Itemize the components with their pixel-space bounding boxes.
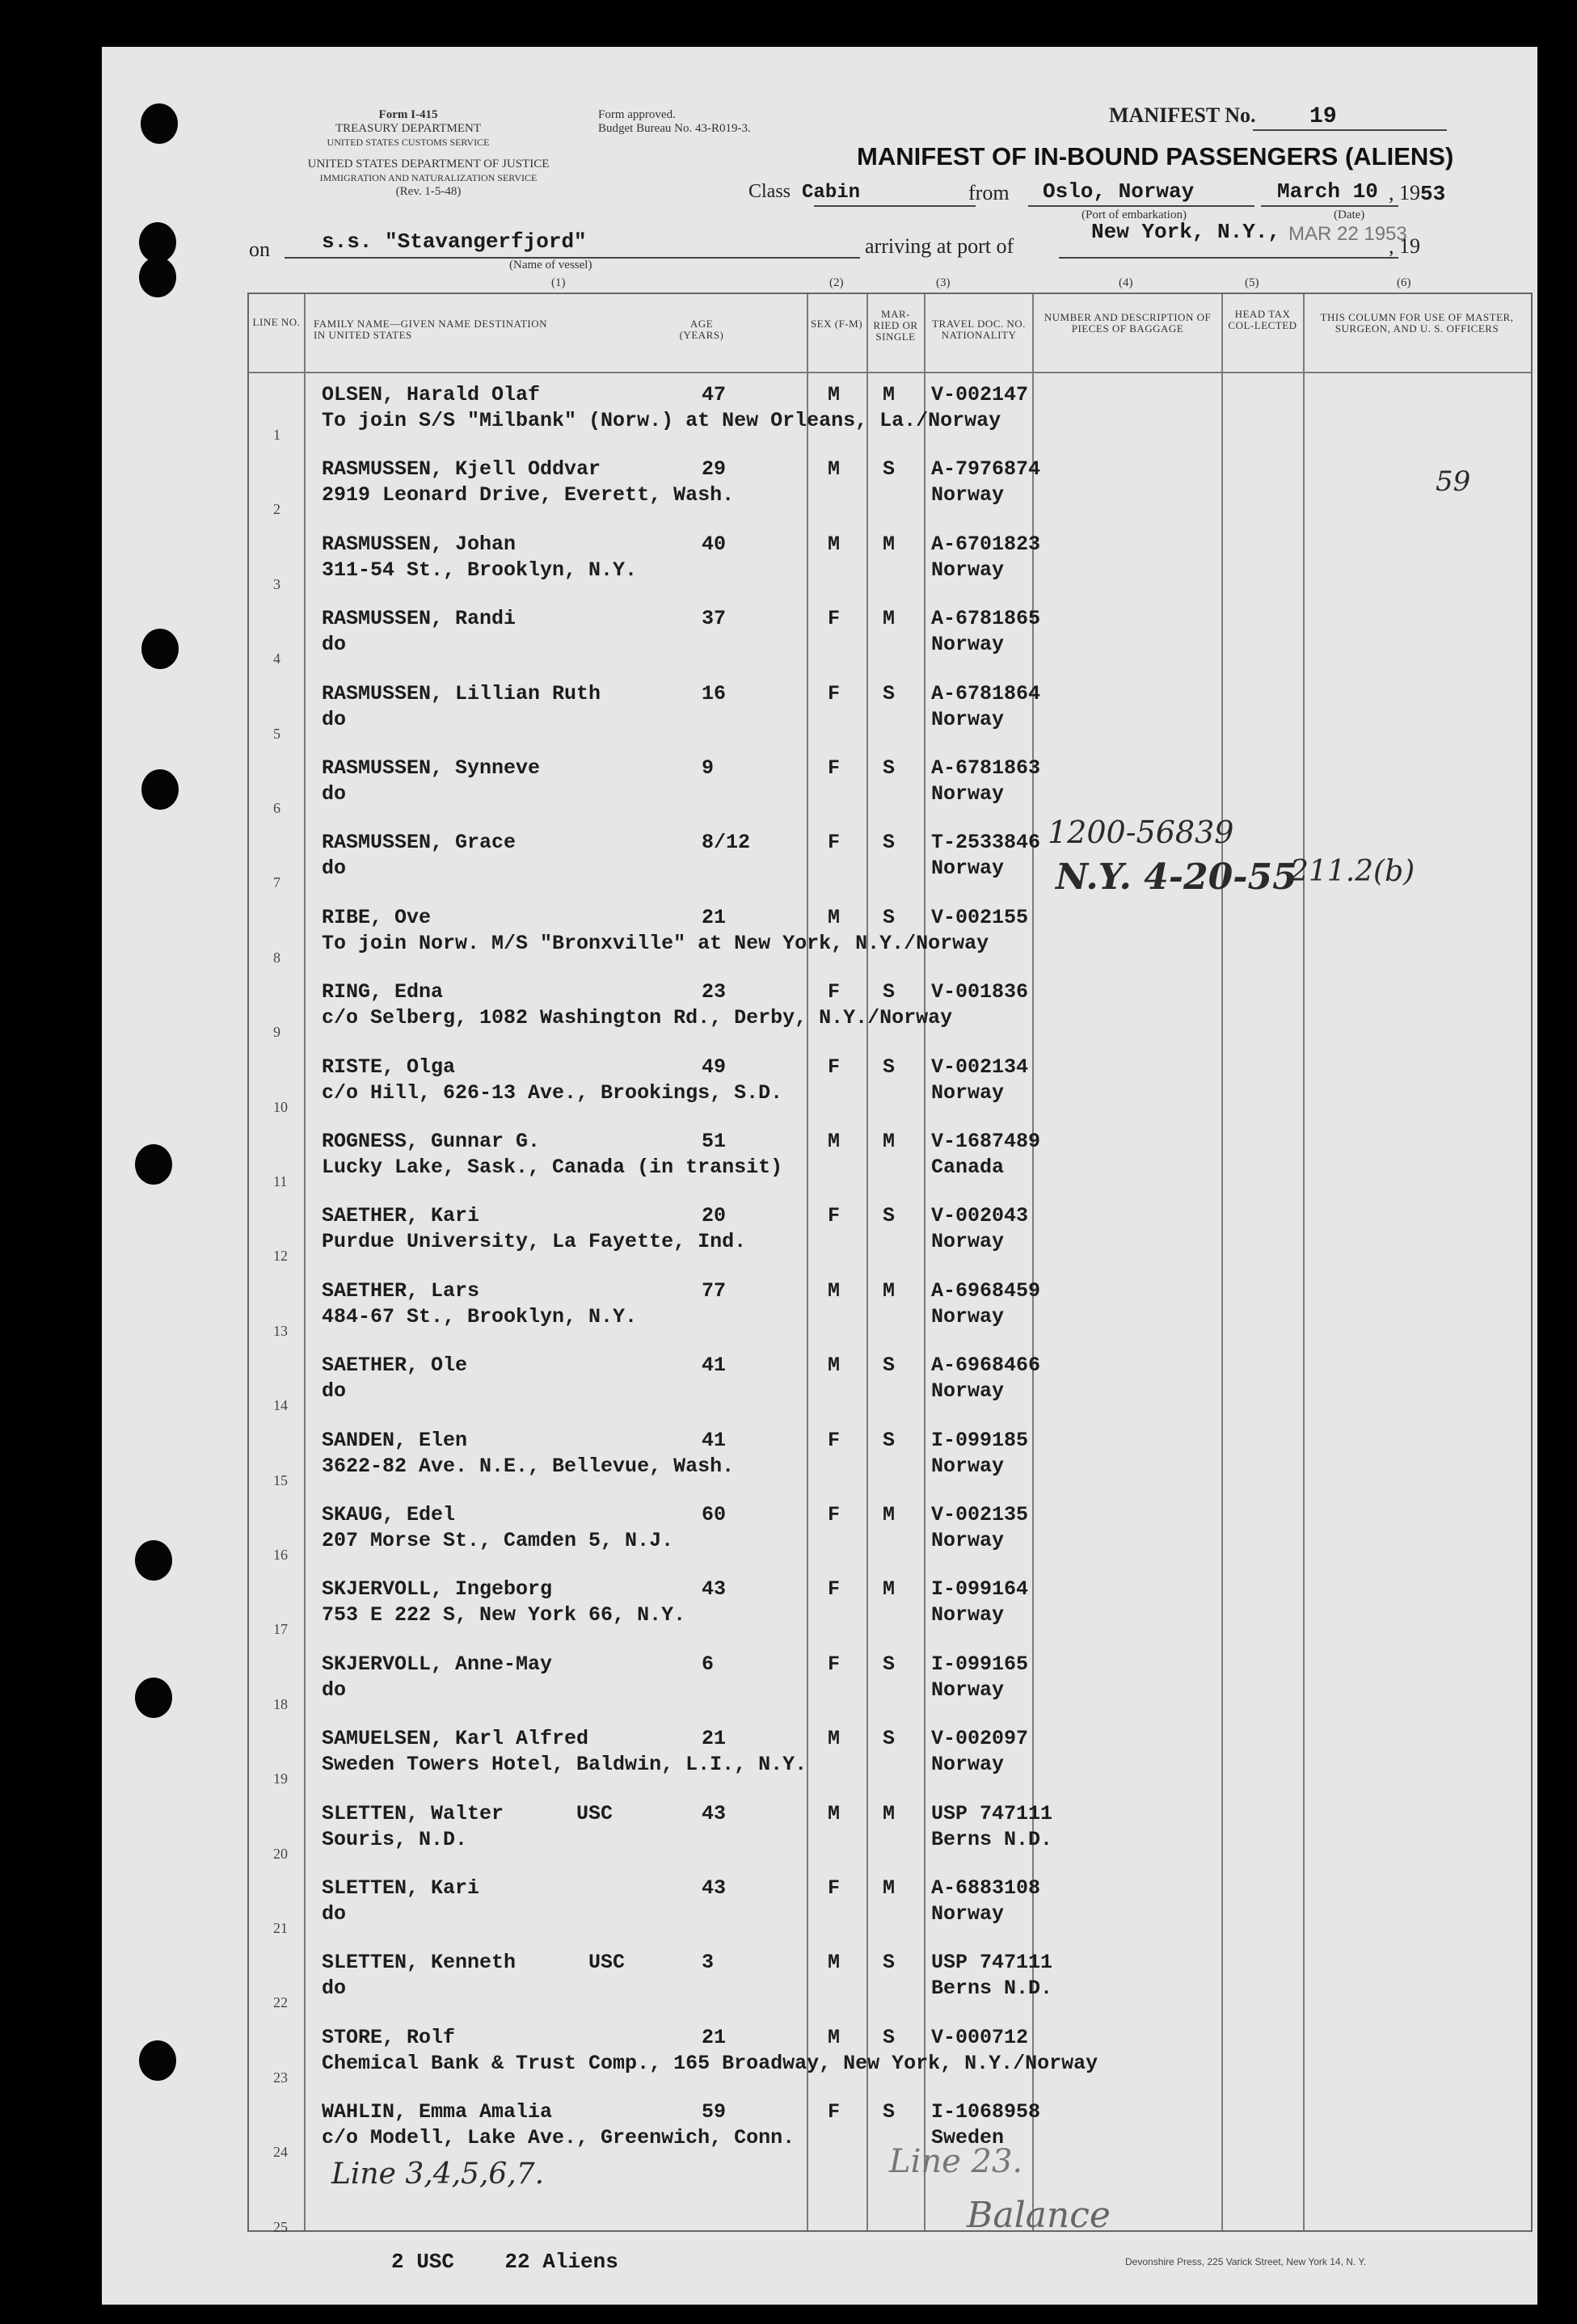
punch-hole — [141, 629, 179, 669]
travel-doc: V-002135 — [931, 1503, 1029, 1526]
punch-hole — [135, 1144, 172, 1185]
treasury-dept: TREASURY DEPARTMENT — [335, 122, 482, 135]
line-number: 8 — [273, 949, 280, 966]
handwritten-balance: Balance — [967, 2195, 1111, 2236]
handwritten-code: 211.2(b) — [1290, 855, 1415, 888]
marital-status: M — [883, 1278, 896, 1303]
nationality: Norway — [931, 558, 1005, 582]
travel-doc: USP 747111 — [931, 1801, 1053, 1825]
line-number: 14 — [273, 1397, 288, 1414]
marital-status: M — [883, 1577, 896, 1602]
marital-status: M — [883, 1801, 896, 1825]
passenger-name: SKAUG, Edel — [322, 1503, 456, 1526]
age: 41 — [702, 1428, 727, 1452]
handwritten-file-number: 1200-56839 — [1048, 815, 1234, 850]
age: 9 — [702, 756, 715, 780]
marital-status: S — [883, 1951, 896, 1975]
table-row — [249, 599, 1531, 673]
sex: M — [828, 1354, 841, 1378]
line-number: 6 — [273, 800, 280, 816]
table-row — [249, 1196, 1531, 1270]
destination: c/o Selberg, 1082 Washington Rd., Derby, N.Y./Norway — [322, 1006, 953, 1030]
marital-status: S — [883, 756, 896, 780]
nationality: Norway — [931, 1678, 1005, 1702]
passenger-name: RASMUSSEN, Lillian Ruth — [322, 681, 601, 705]
col-baggage: NUMBER AND DESCRIPTION OF PIECES OF BAGGAGE — [1044, 311, 1212, 335]
destination: do — [322, 782, 347, 806]
age: 21 — [702, 2025, 727, 2049]
sex: F — [828, 1204, 841, 1228]
passenger-name: SAMUELSEN, Karl Alfred — [322, 1727, 589, 1751]
travel-doc: T-2533846 — [931, 831, 1041, 855]
destination: Lucky Lake, Sask., Canada (in transit) — [322, 1156, 783, 1179]
line-number: 12 — [273, 1248, 288, 1265]
handwritten-lines-note: Line 3,4,5,6,7. — [331, 2158, 545, 2191]
line-number: 11 — [273, 1173, 288, 1189]
age: 49 — [702, 1055, 727, 1079]
sex: M — [828, 1951, 841, 1975]
port-of-embarkation: Oslo, Norway — [1043, 179, 1195, 204]
passenger-name: SANDEN, Elen — [322, 1428, 468, 1452]
table-row — [249, 1345, 1531, 1420]
age: 37 — [702, 607, 727, 631]
col-head-tax: HEAD TAX COL-LECTED — [1228, 308, 1297, 331]
passenger-name: RING, Edna — [322, 980, 444, 1004]
destination: 484-67 St., Brooklyn, N.Y. — [322, 1304, 638, 1328]
marital-status: S — [883, 457, 896, 482]
arrival-port: New York, N.Y., — [1091, 220, 1281, 244]
sex: F — [828, 1055, 841, 1079]
table-row — [249, 674, 1531, 748]
port-caption: (Port of embarkation) — [1082, 208, 1187, 221]
marital-status: S — [883, 831, 896, 855]
totals: 2 USC 22 Aliens — [391, 2250, 618, 2274]
form-approved: Form approved. — [598, 108, 676, 121]
nationality: Norway — [931, 633, 1005, 657]
year-prefix: , 19 — [1389, 181, 1420, 204]
age: 77 — [702, 1278, 727, 1303]
sex: F — [828, 756, 841, 780]
destination: Sweden Towers Hotel, Baldwin, L.I., N.Y. — [322, 1753, 807, 1777]
travel-doc: A-6781865 — [931, 607, 1041, 631]
age: 16 — [702, 681, 727, 705]
travel-doc: V-002097 — [931, 1727, 1029, 1751]
destination: Purdue University, La Fayette, Ind. — [322, 1230, 747, 1254]
departure-date: March 10 — [1277, 179, 1378, 204]
customs-service: UNITED STATES CUSTOMS SERVICE — [327, 137, 490, 148]
sex: F — [828, 1503, 841, 1526]
age: 21 — [702, 1727, 727, 1751]
age: 3 — [702, 1951, 715, 1975]
marital-status: M — [883, 1130, 896, 1153]
marital-status: S — [883, 2025, 896, 2049]
nationality: Berns N.D. — [931, 1827, 1053, 1851]
budget-bureau: Budget Bureau No. 43-R019-3. — [598, 122, 751, 135]
table-row — [249, 1421, 1531, 1495]
travel-doc: USP 747111 — [931, 1951, 1053, 1975]
passenger-table — [247, 293, 1533, 2235]
nationality: Norway — [931, 1379, 1005, 1404]
col-num-1: (1) — [551, 276, 566, 289]
passenger-name: SLETTEN, Kenneth USC — [322, 1951, 626, 1975]
table-row — [249, 524, 1531, 599]
nationality: Norway — [931, 1902, 1005, 1926]
age: 43 — [702, 1876, 727, 1900]
destination: 3622-82 Ave. N.E., Bellevue, Wash. — [322, 1454, 735, 1478]
sex: F — [828, 681, 841, 705]
nationality: Norway — [931, 1529, 1005, 1552]
sex: M — [828, 457, 841, 482]
passenger-name: RASMUSSEN, Randi — [322, 607, 517, 631]
manifest-label: MANIFEST No. — [1109, 103, 1256, 127]
line-number: 22 — [273, 1994, 288, 2011]
nationality: Norway — [931, 707, 1005, 731]
revision: (Rev. 1-5-48) — [395, 185, 462, 198]
line-number: 1 — [273, 427, 280, 443]
punch-hole — [141, 769, 179, 810]
table-row — [249, 1122, 1531, 1196]
on-label: on — [249, 238, 270, 261]
manifest-title: MANIFEST OF IN-BOUND PASSENGERS (ALIENS) — [857, 142, 1454, 171]
travel-doc: V-002155 — [931, 905, 1029, 929]
destination: do — [322, 1977, 347, 2001]
age: 21 — [702, 905, 727, 929]
age: 8/12 — [702, 831, 751, 855]
punch-hole — [135, 1540, 172, 1581]
passenger-name: RASMUSSEN, Kjell Oddvar — [322, 457, 601, 482]
travel-doc: A-7976874 — [931, 457, 1041, 482]
travel-doc: A-6781864 — [931, 681, 1041, 705]
table-row — [249, 1943, 1531, 2017]
table-row — [249, 449, 1531, 524]
line-number: 13 — [273, 1322, 288, 1339]
destination: To join Norw. M/S "Bronxville" at New York, N.Y./Norway — [322, 931, 989, 955]
travel-doc: V-000712 — [931, 2025, 1029, 2049]
sex: M — [828, 905, 841, 929]
marital-status: M — [883, 532, 896, 556]
line-number: 18 — [273, 1695, 288, 1712]
line-number: 4 — [273, 650, 280, 667]
nationality: Berns N.D. — [931, 1977, 1053, 2001]
line-number: 7 — [273, 874, 280, 891]
table-row — [249, 2018, 1531, 2092]
table-row — [249, 972, 1531, 1046]
passenger-name: RASMUSSEN, Synneve — [322, 756, 541, 780]
punch-hole — [141, 103, 178, 144]
col-sex: SEX (F-M) — [810, 318, 863, 330]
table-row — [249, 898, 1531, 972]
age: 41 — [702, 1354, 727, 1378]
passenger-name: SAETHER, Ole — [322, 1354, 468, 1378]
destination: c/o Hill, 626-13 Ave., Brookings, S.D. — [322, 1080, 783, 1105]
destination: do — [322, 707, 347, 731]
travel-doc: A-6968466 — [931, 1354, 1041, 1378]
age: 43 — [702, 1577, 727, 1602]
destination: Souris, N.D. — [322, 1827, 468, 1851]
destination: do — [322, 1678, 347, 1702]
age: 51 — [702, 1130, 727, 1153]
punch-hole — [139, 2040, 176, 2081]
destination: do — [322, 857, 347, 881]
sex: M — [828, 532, 841, 556]
destination: do — [322, 633, 347, 657]
nationality: Canada — [931, 1156, 1005, 1179]
table-row — [249, 1719, 1531, 1793]
marital-status: S — [883, 980, 896, 1004]
travel-doc: A-6883108 — [931, 1876, 1041, 1900]
table-row — [249, 1644, 1531, 1719]
age: 59 — [702, 2100, 727, 2124]
nationality: Norway — [931, 782, 1005, 806]
travel-doc: A-6701823 — [931, 532, 1041, 556]
arrival-year: , 19 — [1389, 234, 1420, 258]
travel-doc: V-1687489 — [931, 1130, 1041, 1153]
travel-doc: A-6968459 — [931, 1278, 1041, 1303]
line-number: 15 — [273, 1471, 288, 1488]
col-name: FAMILY NAME—GIVEN NAME DESTINATION IN UNITED STATES — [314, 318, 548, 341]
sex: F — [828, 2100, 841, 2124]
class-value: Cabin — [802, 182, 861, 204]
destination: 207 Morse St., Camden 5, N.J. — [322, 1529, 674, 1552]
arrival-date-stamp: MAR 22 1953 — [1288, 223, 1407, 245]
sex: F — [828, 1577, 841, 1602]
nationality: Norway — [931, 857, 1005, 881]
vessel-caption: (Name of vessel) — [509, 259, 592, 272]
passenger-name: RIBE, Ove — [322, 905, 432, 929]
year-value: 53 — [1420, 182, 1446, 206]
age: 29 — [702, 457, 727, 482]
age: 20 — [702, 1204, 727, 1228]
age: 60 — [702, 1503, 727, 1526]
marital-status: S — [883, 1354, 896, 1378]
travel-doc: A-6781863 — [931, 756, 1041, 780]
sex: F — [828, 1428, 841, 1452]
line-number: 2 — [273, 501, 280, 518]
passenger-name: SKJERVOLL, Ingeborg — [322, 1577, 553, 1602]
table-row — [249, 1495, 1531, 1569]
passenger-name: SKJERVOLL, Anne-May — [322, 1652, 553, 1676]
sex: M — [828, 1801, 841, 1825]
destination: 753 E 222 S, New York 66, N.Y. — [322, 1603, 686, 1627]
table-row — [249, 375, 1531, 449]
age: 47 — [702, 383, 727, 406]
marital-status: S — [883, 681, 896, 705]
line-number: 5 — [273, 725, 280, 742]
line-number: 25 — [273, 2218, 288, 2235]
marital-status: S — [883, 1204, 896, 1228]
destination: To join S/S "Milbank" (Norw.) at New Orleans, La./Norway — [322, 409, 1001, 432]
date-caption: (Date) — [1334, 208, 1365, 221]
line-number: 23 — [273, 2069, 288, 2086]
age: 43 — [702, 1801, 727, 1825]
travel-doc: I-099165 — [931, 1652, 1029, 1676]
vessel-name: s.s. "Stavangerfjord" — [322, 229, 587, 254]
manifest-number: 19 — [1309, 104, 1337, 129]
col-age: AGE (YEARS) — [679, 318, 724, 341]
age: 6 — [702, 1652, 715, 1676]
line-number: 17 — [273, 1621, 288, 1638]
punch-hole — [139, 257, 176, 297]
passenger-name: SLETTEN, Kari — [322, 1876, 480, 1900]
nationality: Norway — [931, 1304, 1005, 1328]
line-number: 20 — [273, 1845, 288, 1862]
justice-dept: UNITED STATES DEPARTMENT OF JUSTICE — [307, 158, 550, 171]
age: 40 — [702, 532, 727, 556]
passenger-name: RISTE, Olga — [322, 1055, 456, 1079]
sex: M — [828, 1278, 841, 1303]
printer-credit: Devonshire Press, 225 Varick Street, New York 14, N. Y. — [1125, 2256, 1367, 2267]
handwritten-date: N.Y. 4-20-55 — [1056, 857, 1297, 898]
table-row — [249, 1794, 1531, 1868]
line-number: 9 — [273, 1024, 280, 1041]
sex: F — [828, 1876, 841, 1900]
passenger-name: RASMUSSEN, Johan — [322, 532, 517, 556]
marital-status: M — [883, 1503, 896, 1526]
nationality: Norway — [931, 1080, 1005, 1105]
travel-doc: V-001836 — [931, 980, 1029, 1004]
passenger-name: STORE, Rolf — [322, 2025, 456, 2049]
destination: 2919 Leonard Drive, Everett, Wash. — [322, 483, 735, 507]
col-married: MAR-RIED OR SINGLE — [873, 308, 918, 343]
destination: 311-54 St., Brooklyn, N.Y. — [322, 558, 638, 582]
arriving-label: arriving at port of — [865, 234, 1014, 258]
destination: do — [322, 1902, 347, 1926]
age: 23 — [702, 980, 727, 1004]
nationality: Norway — [931, 1230, 1005, 1254]
nationality: Norway — [931, 483, 1005, 507]
punch-hole — [135, 1678, 172, 1718]
table-row — [249, 1868, 1531, 1943]
marital-status: S — [883, 905, 896, 929]
class-label: Class — [748, 181, 791, 202]
travel-doc: I-1068958 — [931, 2100, 1041, 2124]
passenger-name: RASMUSSEN, Grace — [322, 831, 517, 855]
table-row — [249, 1271, 1531, 1345]
sex: F — [828, 607, 841, 631]
sex: F — [828, 1652, 841, 1676]
form-number: Form I-415 — [378, 108, 438, 121]
handwritten-line23-note: Line 23. — [889, 2143, 1023, 2180]
col-travel-doc: TRAVEL DOC. NO. NATIONALITY — [932, 318, 1026, 341]
travel-doc: I-099164 — [931, 1577, 1029, 1602]
destination: do — [322, 1379, 347, 1404]
line-number: 19 — [273, 1770, 288, 1787]
col-line: LINE NO. — [252, 316, 301, 328]
nationality: Sweden — [931, 2126, 1005, 2150]
sex: M — [828, 2025, 841, 2049]
destination: c/o Modell, Lake Ave., Greenwich, Conn. — [322, 2126, 795, 2150]
table-row — [249, 1569, 1531, 1644]
destination: Chemical Bank & Trust Comp., 165 Broadway, New York, N.Y./Norway — [322, 2051, 1098, 2075]
col-num-5: (5) — [1245, 276, 1259, 289]
marital-status: M — [883, 607, 896, 631]
travel-doc: V-002134 — [931, 1055, 1029, 1079]
passenger-name: WAHLIN, Emma Amalia — [322, 2100, 553, 2124]
nationality: Norway — [931, 1603, 1005, 1627]
sex: M — [828, 1727, 841, 1751]
marital-status: S — [883, 1727, 896, 1751]
travel-doc: I-099185 — [931, 1428, 1029, 1452]
marital-status: S — [883, 1055, 896, 1079]
passenger-name: ROGNESS, Gunnar G. — [322, 1130, 541, 1153]
passenger-name: SAETHER, Kari — [322, 1204, 480, 1228]
nationality: Norway — [931, 1454, 1005, 1478]
line-number: 3 — [273, 575, 280, 592]
sex: F — [828, 831, 841, 855]
travel-doc: V-002043 — [931, 1204, 1029, 1228]
passenger-name: SAETHER, Lars — [322, 1278, 480, 1303]
table-row — [249, 1047, 1531, 1122]
sex: M — [828, 383, 841, 406]
sex: M — [828, 1130, 841, 1153]
nationality: Norway — [931, 1753, 1005, 1777]
table-row — [249, 748, 1531, 823]
line-number: 21 — [273, 1920, 288, 1936]
col-num-6: (6) — [1397, 276, 1411, 289]
passenger-name: SLETTEN, Walter USC — [322, 1801, 614, 1825]
ins-service: IMMIGRATION AND NATURALIZATION SERVICE — [319, 172, 538, 183]
officer-mark: 59 — [1436, 465, 1471, 498]
marital-status: S — [883, 2100, 896, 2124]
travel-doc: V-002147 — [931, 383, 1029, 406]
from-label: from — [968, 181, 1010, 204]
line-number: 16 — [273, 1547, 288, 1563]
line-number: 10 — [273, 1098, 288, 1115]
marital-status: S — [883, 1652, 896, 1676]
marital-status: S — [883, 1428, 896, 1452]
marital-status: M — [883, 1876, 896, 1900]
col-num-4: (4) — [1119, 276, 1133, 289]
col-num-2: (2) — [829, 276, 844, 289]
line-number: 24 — [273, 2144, 288, 2161]
col-officers: THIS COLUMN FOR USE OF MASTER, SURGEON, AND U. S. OFFICERS — [1320, 311, 1514, 335]
passenger-name: OLSEN, Harald Olaf — [322, 383, 541, 406]
col-num-3: (3) — [936, 276, 951, 289]
sex: F — [828, 980, 841, 1004]
marital-status: M — [883, 383, 896, 406]
